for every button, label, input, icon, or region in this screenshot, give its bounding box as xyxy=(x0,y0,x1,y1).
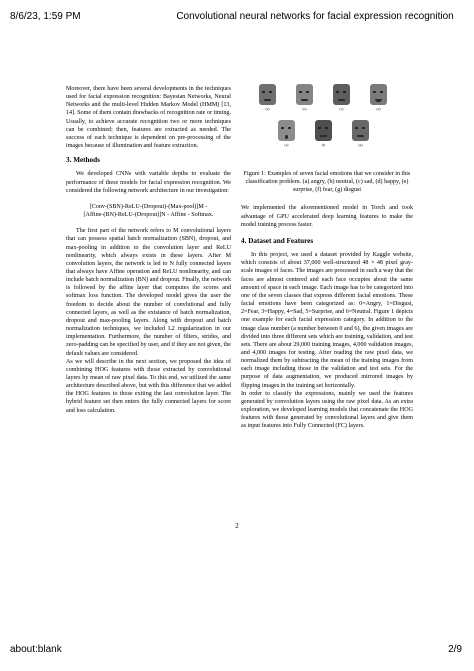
section-heading-dataset: 4. Dataset and Features xyxy=(241,236,314,245)
face-label-c: (c) xyxy=(339,107,344,111)
face-label-f: (f) xyxy=(321,143,326,147)
architecture-line-1: [Conv-(SBN)-ReLU-(Dropout)-(Max-pool)]M - xyxy=(89,203,208,210)
face-label-g: (g) xyxy=(358,143,363,147)
methods-paragraph: We developed CNNs with variable depths to evaluate the performance of these models for facial expression recognition. We considered the following network architecture in our investigation: xyxy=(66,171,231,194)
figure-caption: Figure 1: Examples of seven facial emotions that we consider in this classification problem. (a) angry, (b) neutral, (c) sad, (d) happy, (e) surprise, (f) fear, (g) disgust xyxy=(243,171,411,194)
face-image-surprise xyxy=(278,120,295,141)
architecture-line-2: [Affine-(BN)-ReLU-(Dropout)]N - Affine - Softmax. xyxy=(83,212,214,219)
intro-paragraph: Moreover, there have been several developments in the techniques used for facial expression recognition: Bayesian Networks, Neural Networks and the multi-level Hidden Markov Model (HMM) [13, 14]. Some of them contain drawbacks of recognition rate or timing. Usually, to achieve accurate recognition two or more techniques can be combined; then, features are extracted as needed. The success of each technique is dependent on pre-processing of the images because of illumination and feature extraction. xyxy=(66,86,231,150)
dataset-paragraph: In this project, we used a dataset provided by Kaggle website, which consists of about 37,000 well-structured 48 × 48 pixel gray-scale images of faces. The images are processed in such a way that the faces are almost centered and each face occupies about the same amount of space in each image. Each image has to be categorized into one of the seven classes that express different facial emotions. These facial emotions have been categorized as: 0=Angry, 1=Disgust, 2=Fear, 3=Happy, 4=Sad, 5=Surprise, and 6=Neutral. Figure 1 depicts one example for each facial expression category. In addition to the image class number (a number between 0 and 6), the given images are divided into three different sets which are training, validation, and test sets. There are about 29,000 training images, 4,000 validation images, and 4,000 images for testing. After reading the raw pixel data, we normalized them by subtracting the mean of the training images from each image including those in the validation and test sets. For the purpose of data augmentation, we produced mirrored images by flipping images in the training set horizontally. xyxy=(241,252,413,389)
architecture-paragraph: The first part of the network refers to M convolutional layers that can possess spatial batch normalization (SBN), dropout, and max-pooling in addition to the convolution layer and ReLU nonlinearity, which always exists in these layers. After M convolution layers, the network is led to N fully connected layers that always have Affine operation and ReLU nonlinearity, and can include batch normalization (BN) and dropout. Finally, the network is followed by the affine layer that computes the scores and softmax loss function. The developed model gives the user the freedom to decide about the number of convlutional and fully connected layers, as well as the existance of batch normalization, dropout and max-pooling layers. Along with dropout and batch normalization techniques, we included L2 regularization in our implementation. Furthermore, the number of filters, strides, and zero-padding can be specified by user, and if they are not given, the default values are considered. xyxy=(66,228,231,357)
browser-url: about:blank xyxy=(10,644,62,655)
left-column xyxy=(66,85,231,415)
browser-page-count: 2/9 xyxy=(448,644,462,655)
face-label-b: (b) xyxy=(302,107,307,111)
architecture-formula xyxy=(66,203,231,219)
face-image-angry xyxy=(259,84,276,105)
face-image-neutral xyxy=(296,84,313,105)
browser-page-title: Convolutional neural networks for facial expression recognition xyxy=(176,11,454,22)
section-heading-methods: 3. Methods xyxy=(66,156,100,165)
face-image-disgust xyxy=(352,120,369,141)
face-label-a: (a) xyxy=(265,107,270,111)
hog-paragraph: As we will describe in the next section, we proposed the idea of combining HOG features with those extracted by convolutional layers by mean of raw pixel data. To this end, we utilized the same architecture described above, but with this difference that we added the HOG features to those exiting the last convolution layer. The hybrid feature set then enters the fully connected layers for score and loss calculation. xyxy=(66,358,231,414)
right-column xyxy=(241,82,413,431)
torch-paragraph: We implemented the aforementioned model in Torch and took advantage of GPU accelerated deep learning features to make the model training process faster. xyxy=(241,205,413,228)
page-number: 2 xyxy=(235,522,239,530)
face-image-fear xyxy=(315,120,332,141)
figure-1-faces xyxy=(241,82,413,164)
face-label-d: (d) xyxy=(376,107,381,111)
face-label-e: (e) xyxy=(284,143,289,147)
face-image-sad xyxy=(333,84,350,105)
classification-paragraph: In order to classify the expressions, mainly we used the features generated by convolution layers using the raw pixel data. As an extra exploration, we developed learning models that concatenate the HOG features with those generated by convolutional layers and give them as input features into Fully Connected (FC) layers. xyxy=(241,390,413,430)
browser-datetime: 8/6/23, 1:59 PM xyxy=(10,11,81,22)
face-image-happy xyxy=(370,84,387,105)
